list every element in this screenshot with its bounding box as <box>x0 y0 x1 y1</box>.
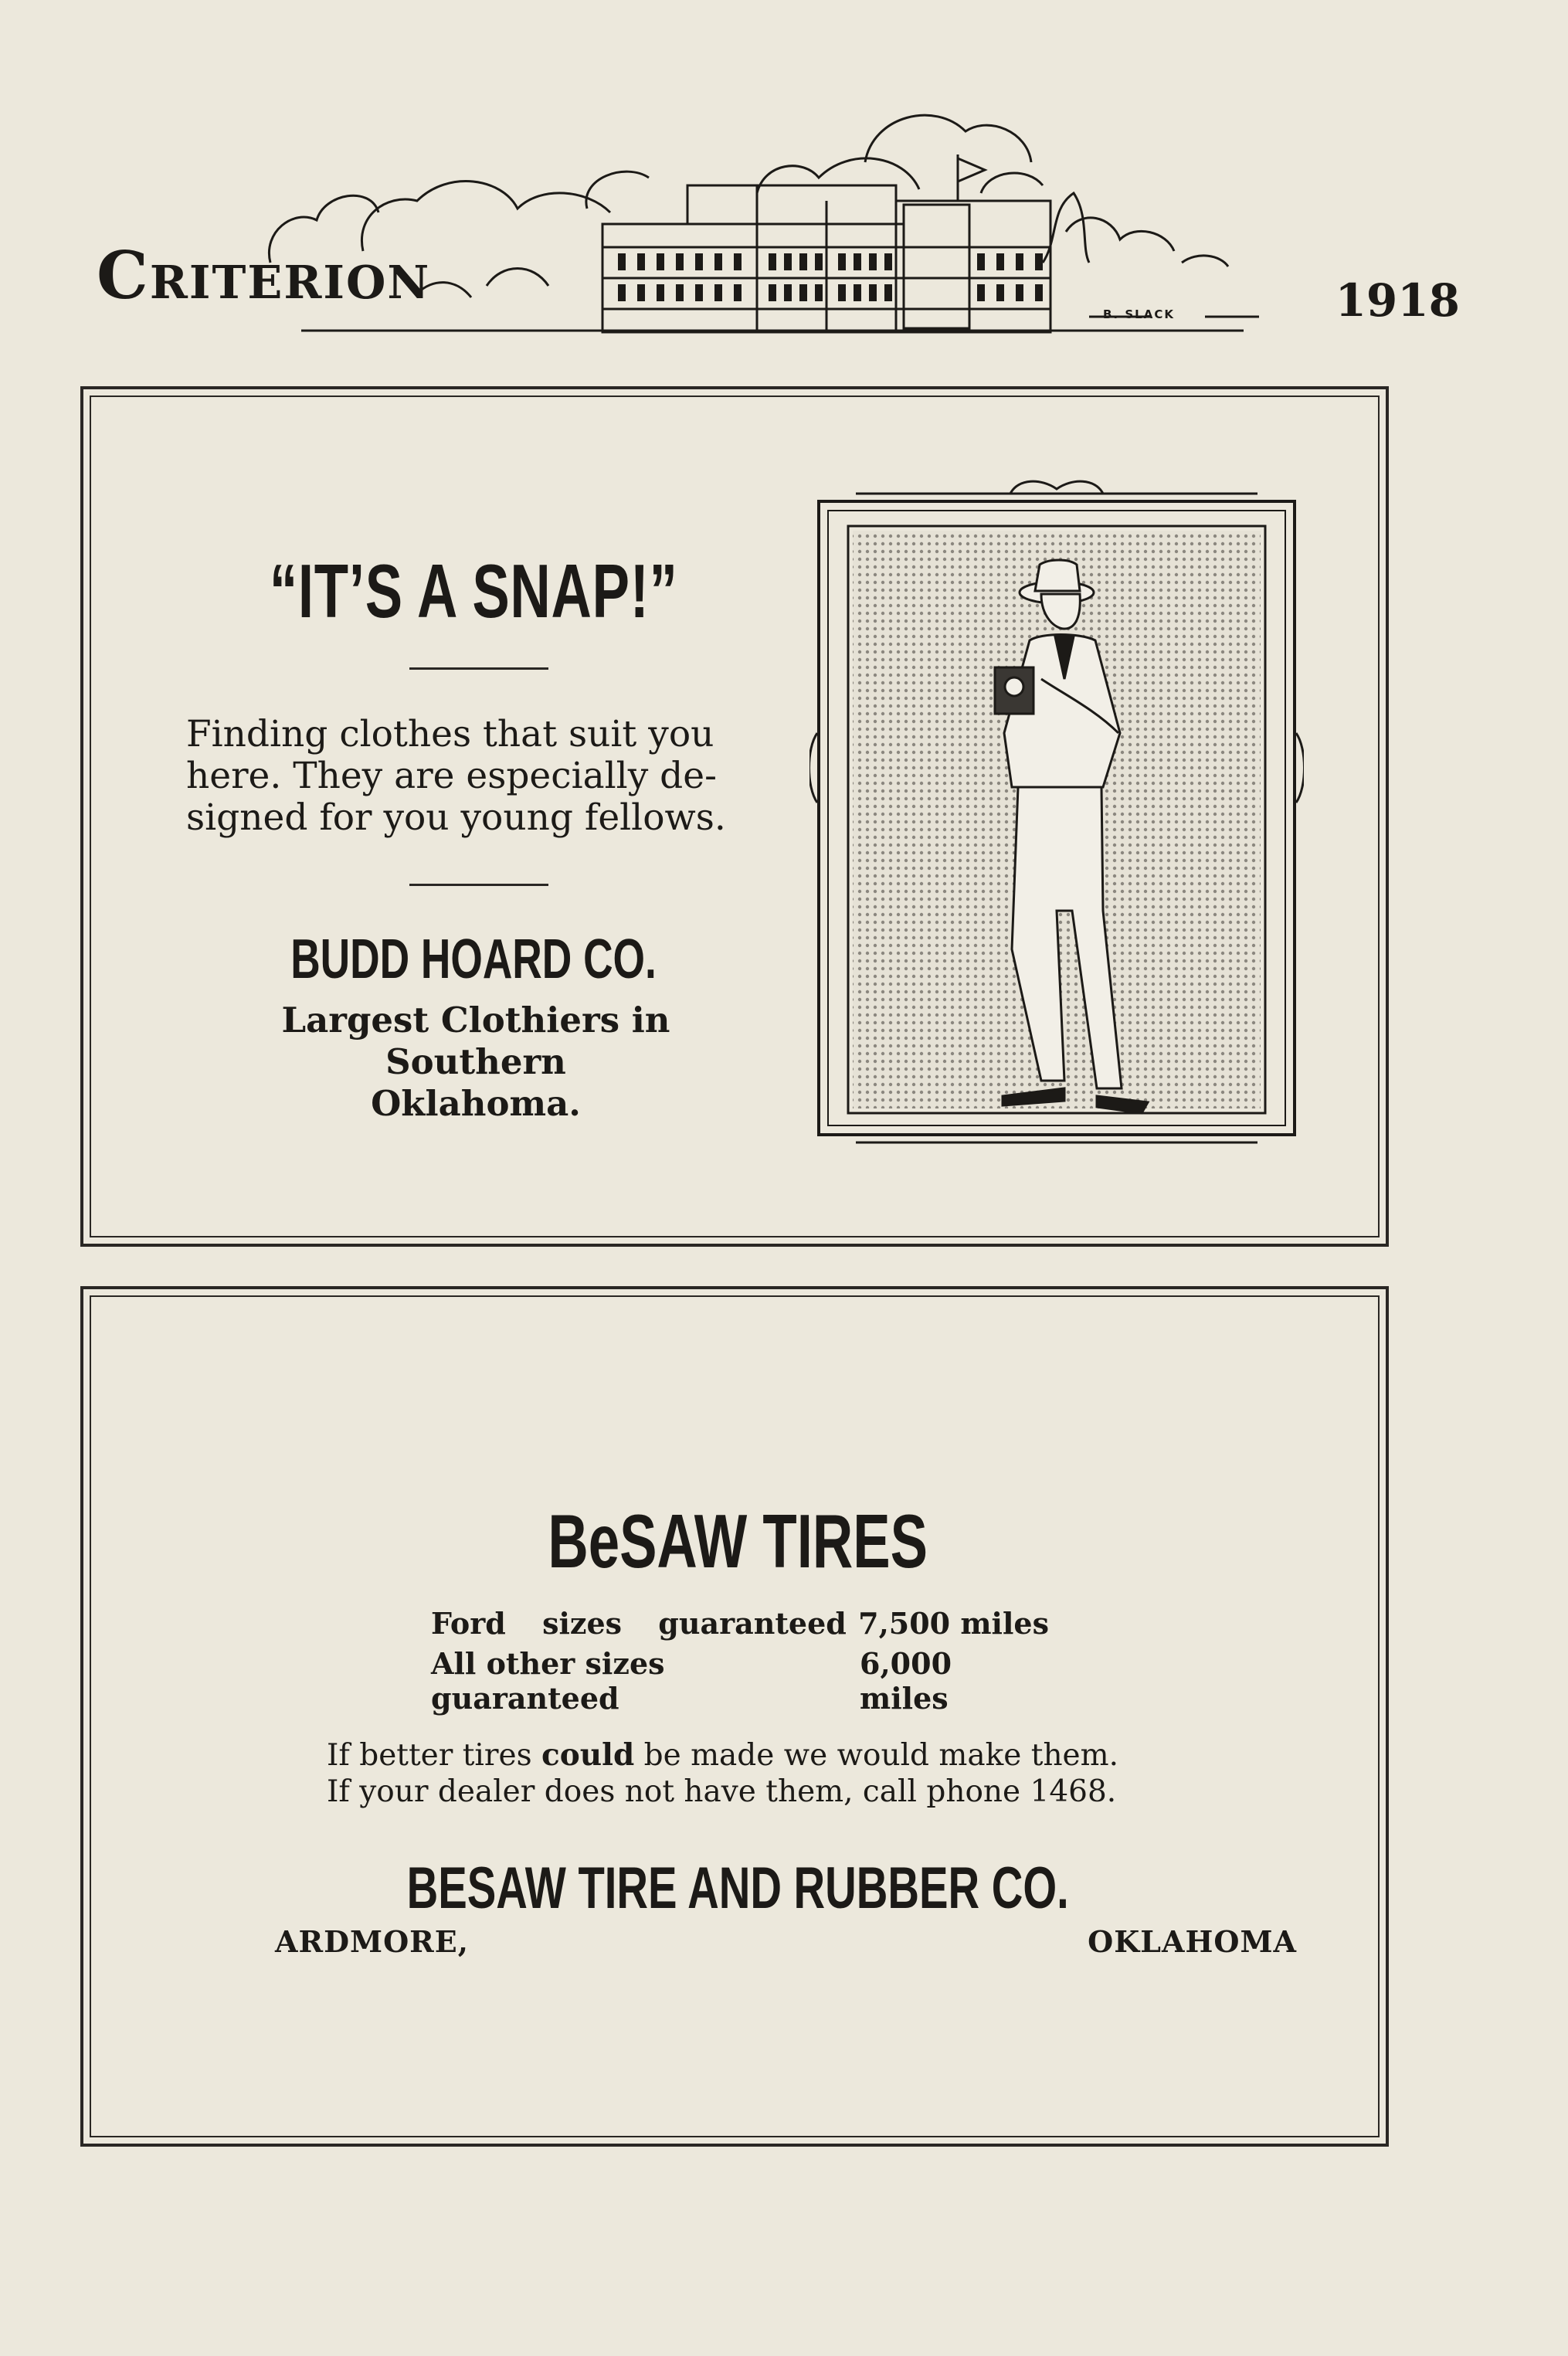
guarantee-value: 6,000 miles <box>860 1646 952 1716</box>
body-line: Finding clothes that suit you <box>186 713 714 755</box>
body-line: signed for you young fellows. <box>186 796 726 839</box>
company-name: BESAW TIRE AND RUBBER CO. <box>406 1855 1069 1921</box>
tagline-line: Largest Clothiers in Southern <box>281 1000 670 1082</box>
body-line: here. They are especially de- <box>186 755 717 797</box>
ad-headline: BeSAW TIRES <box>548 1499 928 1584</box>
guarantee-label: All other sizes guaranteed <box>431 1646 665 1716</box>
guarantee-line-ford <box>431 1606 1049 1641</box>
ad-body-text <box>186 714 765 839</box>
ad-headline: “IT’S A SNAP!” <box>269 548 678 633</box>
company-state: OKLAHOMA <box>1088 1924 1297 1959</box>
claim-text: If better tires <box>327 1738 542 1773</box>
artist-signature: B. SLACK <box>1103 307 1175 321</box>
claim-text: be made we would make them. <box>634 1738 1119 1773</box>
yearbook-year: 1918 <box>1335 274 1460 327</box>
guarantee-line-other <box>431 1646 1049 1716</box>
company-city: ARDMORE, <box>275 1924 469 1959</box>
claim-line <box>327 1737 1254 1773</box>
tagline-line: Oklahoma. <box>371 1083 581 1124</box>
divider-rule <box>409 884 548 886</box>
budd-hoard-advertisement <box>80 386 1389 1247</box>
divider-rule <box>409 667 548 670</box>
claim-emphasis: could <box>541 1737 635 1773</box>
man-with-camera-illustration <box>809 478 1304 1158</box>
phone-line: If your dealer does not have them, call phone 1468. <box>327 1774 1117 1809</box>
yearbook-title: Criterion <box>97 237 431 314</box>
page-header <box>85 85 1460 340</box>
guarantee-label: Ford sizes guaranteed <box>431 1606 847 1641</box>
besaw-tires-advertisement <box>80 1286 1389 2147</box>
company-name: BUDD HOARD CO. <box>290 928 657 990</box>
company-tagline <box>186 1000 765 1125</box>
guarantee-value: 7,500 miles <box>858 1606 1049 1641</box>
